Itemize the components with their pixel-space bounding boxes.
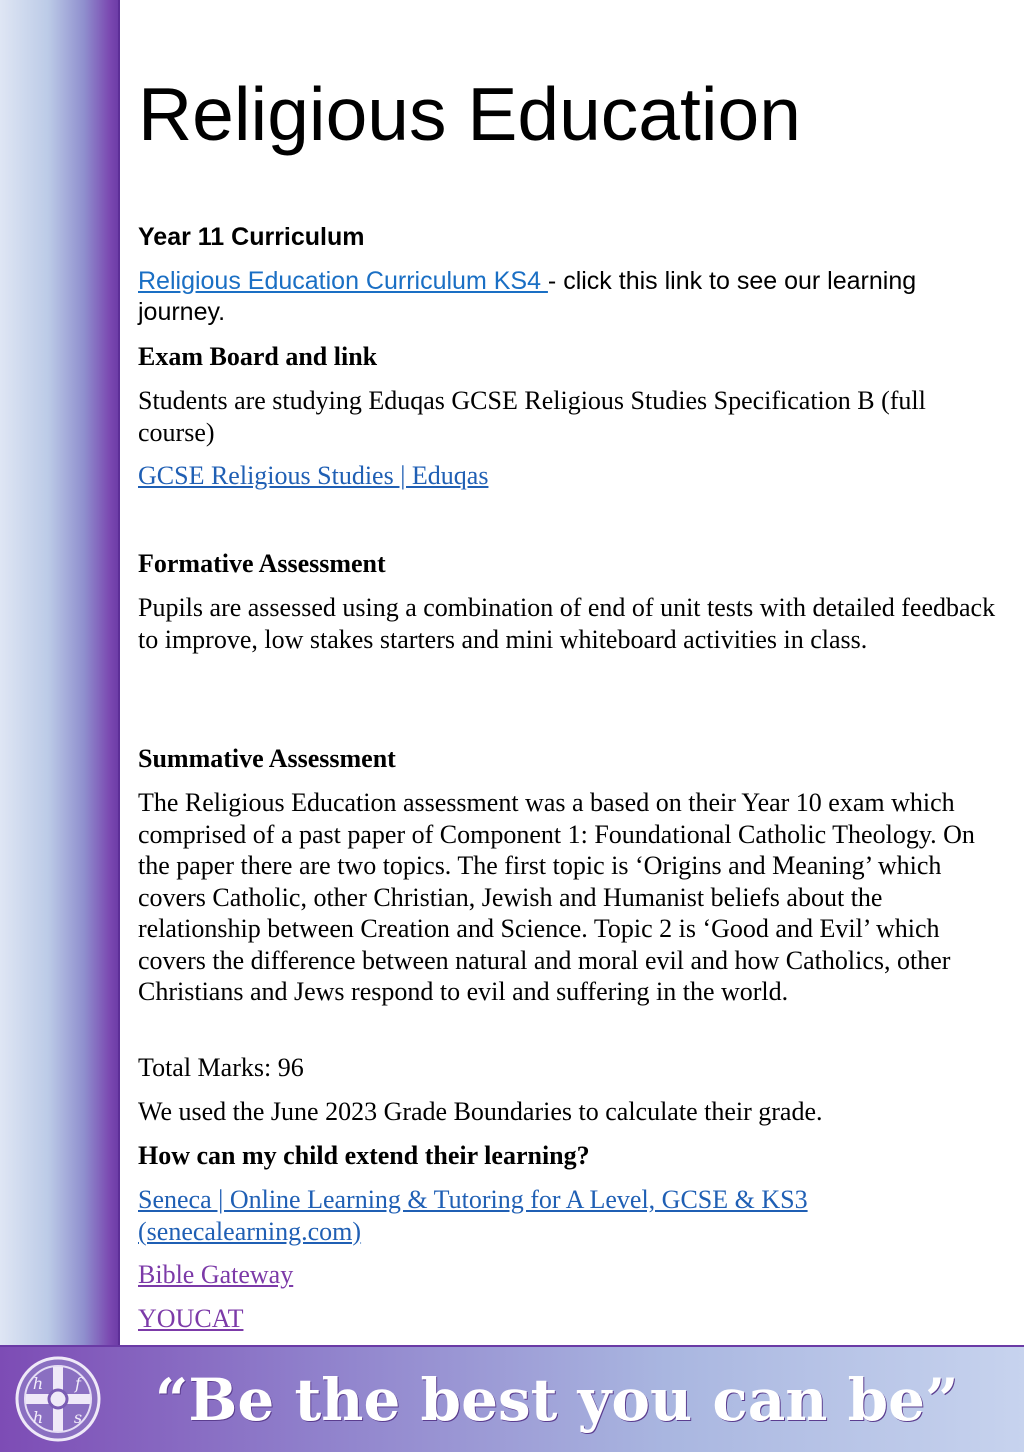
svg-text:f: f <box>75 1374 81 1393</box>
curriculum-heading: Year 11 Curriculum <box>138 223 365 251</box>
svg-text:s: s <box>73 1408 83 1427</box>
eduqas-link[interactable]: GCSE Religious Studies | Eduqas <box>138 461 489 490</box>
eduqas-link-row <box>138 460 1006 492</box>
curriculum-paragraph <box>138 266 1006 328</box>
exam-board-heading: Exam Board and link <box>138 342 378 371</box>
sidebar-band <box>0 0 120 1345</box>
summative-text: The Religious Education assessment was a based on their Year 10 exam which comprised of a past paper of Component 1: Foundational Catholic Theology. On the paper there are two topics. The first topic is ‘Origins and Meaning’ which covers Catholic, other Christian, Jewish and Humanist beliefs about the relationship between Creation and Science. Topic 2 is ‘Good and Evil’ which covers the difference between natural and moral evil and how Catholics, other Christians and Jews respond to evil and suffering in the world. <box>138 788 975 1006</box>
youcat-link-row <box>138 1303 1006 1335</box>
school-logo <box>14 1355 102 1443</box>
youcat-link[interactable]: YOUCAT <box>138 1304 244 1333</box>
formative-heading: Formative Assessment <box>138 549 386 578</box>
svg-text:h: h <box>32 1374 44 1393</box>
seneca-link[interactable]: Seneca | Online Learning & Tutoring for A Level, GCSE & KS3 (senecalearning.com) <box>138 1185 808 1246</box>
grade-boundaries-note: We used the June 2023 Grade Boundaries to calculate their grade. <box>138 1097 823 1126</box>
formative-text: Pupils are assessed using a combination of end of unit tests with detailed feedback to improve, low stakes starters and mini whiteboard activities in class. <box>138 593 996 654</box>
sidebar-edge <box>118 0 120 1345</box>
curriculum-ks4-link[interactable]: Religious Education Curriculum KS4 <box>138 267 548 295</box>
school-motto: “Be the best you can be” <box>155 1366 959 1434</box>
total-marks: Total Marks: 96 <box>138 1053 304 1082</box>
bible-gateway-link[interactable]: Bible Gateway <box>138 1260 294 1289</box>
school-crest-icon <box>14 1355 102 1443</box>
summative-heading: Summative Assessment <box>138 744 396 773</box>
bible-gateway-link-row <box>138 1259 1006 1291</box>
seneca-link-row <box>138 1184 918 1247</box>
exam-board-text: Students are studying Eduqas GCSE Religious Studies Specification B (full course) <box>138 386 926 447</box>
svg-text:h: h <box>32 1408 44 1427</box>
footer-divider <box>0 1345 1024 1347</box>
page-title: Religious Education <box>138 72 801 156</box>
curriculum-link-suffix: - click this link to see our learning journey. <box>138 267 917 326</box>
extend-heading: How can my child extend their learning? <box>138 1141 590 1170</box>
